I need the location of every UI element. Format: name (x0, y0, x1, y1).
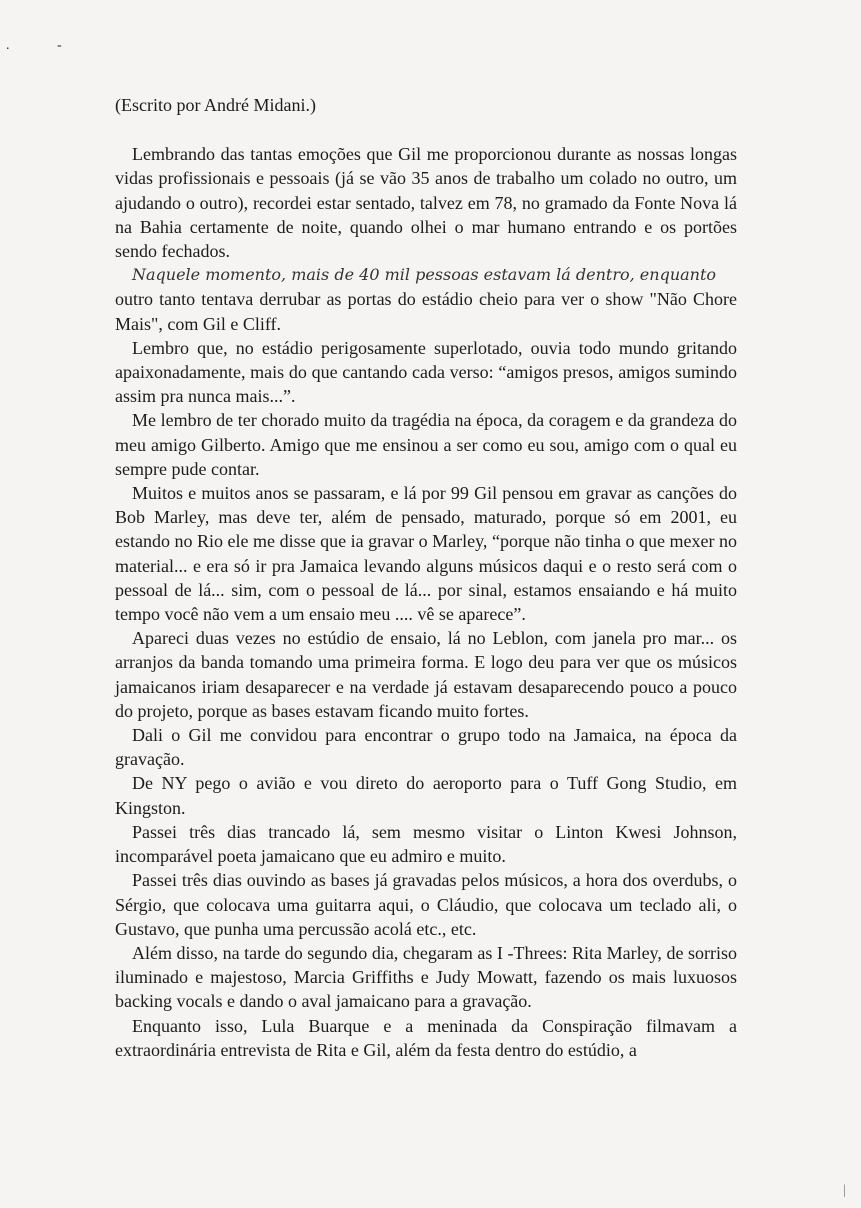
paragraph-8: Dali o Gil me convidou para encontrar o grupo todo na Jamaica, na época da gravação. (115, 725, 737, 770)
margin-mark: | (843, 1183, 846, 1198)
paragraph-2: Naquele momento, mais de 40 mil pessoas estavam lá dentro, enquanto (132, 265, 717, 285)
paragraph-4: Lembro que, no estádio perigosamente superlotado, ouvia todo mundo gritando apaixonadamente, mais do que cantando cada verso: “amigos presos, amigos sumindo assim pra nunca mais...”. (115, 337, 737, 407)
paragraph-10: Passei três dias trancado lá, sem mesmo visitar o Linton Kwesi Johnson, incomparável poeta jamaicano que eu admiro e muito. (115, 821, 737, 867)
scan-specks: . - (6, 38, 84, 53)
paragraph-7: Apareci duas vezes no estúdio de ensaio, lá no Leblon, com janela pro mar... os arranjos da banda tomando uma primeira forma. E logo deu para ver que os músicos jamaicanos iriam desaparecer e na verdade já estavam desaparecendo pouco a pouco do projeto, porque as bases estavam ficando muito fortes. (115, 628, 737, 721)
paragraph-1: Lembrando das tantas emoções que Gil me proporcionou durante as nossas longas vidas profissionais e pessoais (já se vão 35 anos de trabalho um colado no outro, um ajudando o outro), recordei estar sentado, talvez em 78, no gramado da Fonte Nova lá na Bahia certamente de noite, quando olhei o mar humano entrando e os portões sendo fechados. (115, 144, 737, 262)
paragraph-12: Além disso, na tarde do segundo dia, chegaram as I -Threes: Rita Marley, de sorriso iluminado e majestoso, Marcia Griffiths e Judy Mowatt, fazendo os mais luxuosos backing vocals e dando o aval jamaicano para a gravação. (115, 942, 737, 1012)
document-body (115, 93, 737, 1062)
byline: (Escrito por André Midani.) (115, 95, 316, 115)
paragraph-5: Me lembro de ter chorado muito da tragédia na época, da coragem e da grandeza do meu amigo Gilberto. Amigo que me ensinou a ser como eu sou, amigo com o qual eu sempre pude contar. (115, 410, 737, 479)
paragraph-3: outro tanto tentava derrubar as portas do estádio cheio para ver o show "Não Chore Mais", com Gil e Cliff. (115, 289, 737, 334)
paragraph-6: Muitos e muitos anos se passaram, e lá por 99 Gil pensou em gravar as canções do Bob Marley, mas deve ter, além de pensado, maturado, porque só em 2001, eu estando no Rio ele me disse que ia gravar o Marley, “porque não tinha o que mexer no material... e era só ir pra Jamaica levando alguns músicos daqui e o resto será com o pessoal de lá... sim, com o pessoal de lá... por sinal, estamos ensaiando e há muito tempo você não vem a um ensaio meu .... vê se aparece”. (115, 483, 737, 625)
paragraph-13: Enquanto isso, Lula Buarque e a meninada da Conspiração filmavam a extraordinária entrevista de Rita e Gil, além da festa dentro do estúdio, a (115, 1015, 737, 1060)
paragraph-9: De NY pego o avião e vou direto do aeroporto para o Tuff Gong Studio, em Kingston. (115, 773, 737, 818)
paragraph-11: Passei três dias ouvindo as bases já gravadas pelos músicos, a hora dos overdubs, o Sérgio, que colocava uma guitarra aqui, o Cláudio, que colocava um teclado ali, o Gustavo, que punha uma percussão acolá etc., etc. (115, 870, 737, 939)
